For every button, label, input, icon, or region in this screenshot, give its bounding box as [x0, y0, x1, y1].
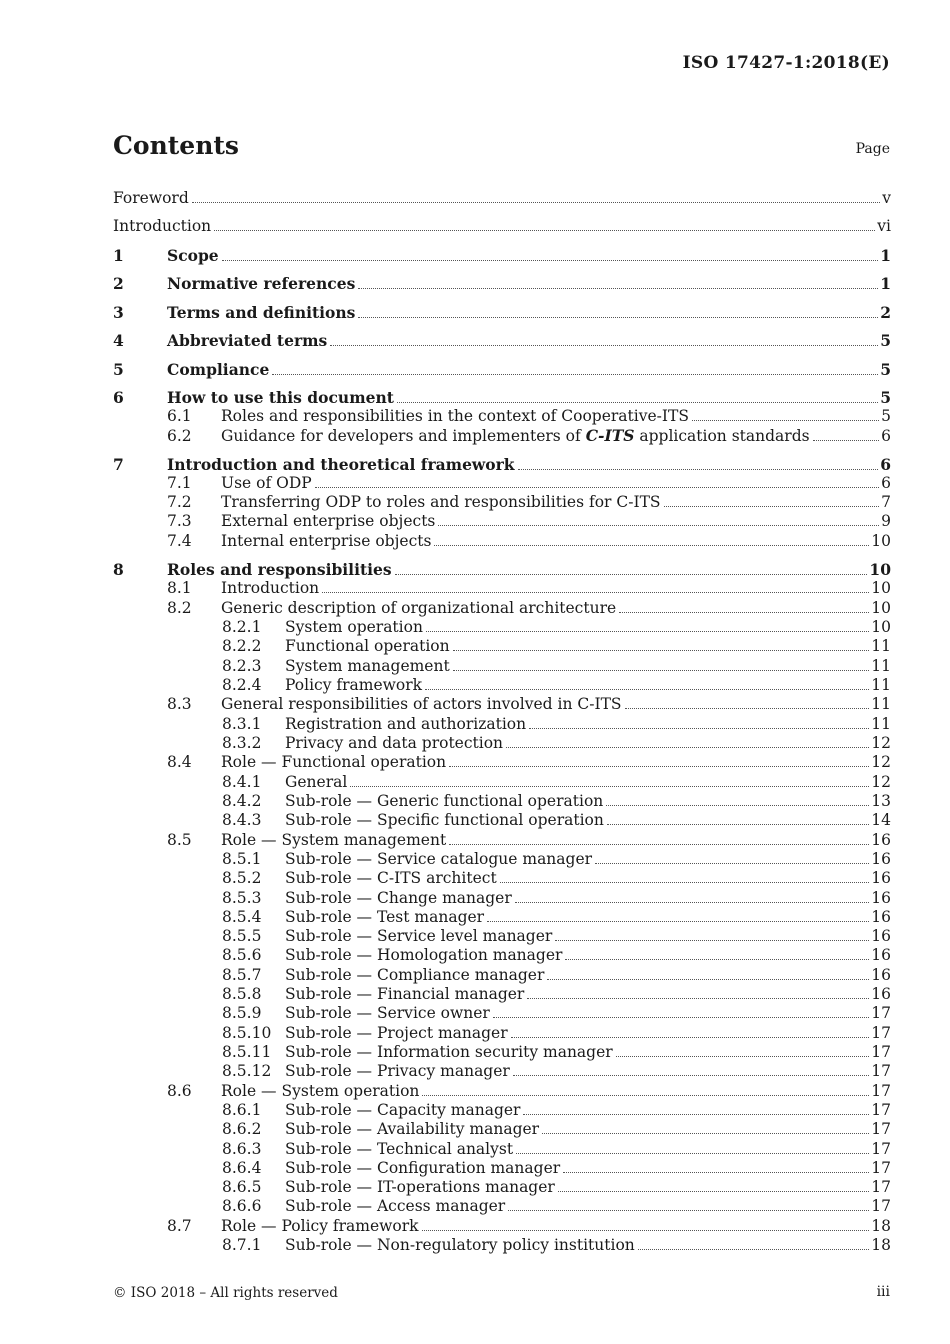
toc-entry-title: Normative references [167, 274, 356, 293]
toc-dot-leader [315, 487, 879, 488]
toc-entry-number: 8.2.2 [222, 637, 262, 655]
toc-dot-leader [487, 921, 869, 922]
toc-entry[interactable] [113, 599, 891, 617]
toc-entry-title [221, 426, 812, 445]
toc-entry-page: 7 [881, 493, 891, 511]
toc-dot-leader [434, 545, 869, 546]
toc-entry[interactable] [113, 1140, 891, 1158]
toc-entry-title: Sub-role — Test manager [285, 908, 485, 926]
toc-entry-title: Foreword [113, 189, 189, 207]
toc-entry[interactable] [113, 474, 891, 492]
toc-entry[interactable] [113, 303, 891, 322]
toc-entry-number: 8.6.2 [222, 1120, 262, 1138]
toc-entry[interactable] [113, 1101, 891, 1119]
toc-entry-number: 8 [113, 560, 124, 579]
toc-entry-title: Generic description of organizational architecture [221, 599, 617, 617]
toc-dot-leader [515, 902, 870, 903]
toc-entry-page: 17 [871, 1004, 891, 1022]
toc-entry-title: Policy framework [285, 676, 423, 694]
toc-entry[interactable] [113, 753, 891, 771]
toc-dot-leader [692, 420, 879, 421]
toc-entry-number: 8.3.2 [222, 734, 262, 752]
toc-entry[interactable] [113, 715, 891, 733]
toc-entry-page: 16 [871, 966, 891, 984]
toc-entry[interactable] [113, 1159, 891, 1177]
toc-entry-title: Sub-role — Service catalogue manager [285, 850, 593, 868]
toc-entry-page: 5 [880, 360, 891, 379]
toc-entry-title: Sub-role — Configuration manager [285, 1159, 561, 1177]
contents-title: Contents [113, 131, 240, 160]
toc-entry[interactable] [113, 1004, 891, 1022]
toc-entry-title: Sub-role — Financial manager [285, 985, 525, 1003]
toc-entry[interactable] [113, 512, 891, 530]
toc-entry-page: 14 [871, 811, 891, 829]
toc-entry[interactable] [113, 426, 891, 445]
toc-entry-number: 8.5.7 [222, 966, 262, 984]
toc-dot-leader [422, 1095, 869, 1096]
toc-entry[interactable] [113, 792, 891, 810]
toc-entry-title: Sub-role — Project manager [285, 1024, 508, 1042]
toc-entry-page: 5 [880, 331, 891, 350]
toc-entry-page: 10 [871, 618, 891, 636]
toc-entry-number: 8.5.9 [222, 1004, 262, 1022]
toc-entry-page: 16 [871, 908, 891, 926]
toc-entry[interactable] [113, 331, 891, 350]
toc-entry[interactable] [113, 831, 891, 849]
toc-entry-number: 8.5.1 [222, 850, 262, 868]
toc-entry-title: Role — Policy framework [221, 1217, 419, 1235]
toc-dot-leader [565, 959, 869, 960]
toc-entry-number: 8.5.12 [222, 1062, 272, 1080]
toc-entry-page: 12 [871, 773, 891, 791]
toc-dot-leader [638, 1249, 870, 1250]
toc-entry[interactable] [113, 1082, 891, 1100]
toc-entry[interactable] [113, 908, 891, 926]
toc-entry-page: 11 [871, 657, 891, 675]
toc-dot-leader [322, 592, 869, 593]
toc-entry-title: Privacy and data protection [285, 734, 504, 752]
toc-entry-page: vi [877, 217, 891, 235]
toc-entry[interactable] [113, 618, 891, 636]
toc-entry-title: Sub-role — IT-operations manager [285, 1178, 555, 1196]
toc-dot-leader [527, 998, 869, 999]
toc-entry-title: System management [285, 657, 450, 675]
toc-entry-number: 8.1 [167, 579, 192, 597]
toc-entry[interactable] [113, 927, 891, 945]
toc-dot-leader [397, 402, 878, 403]
toc-entry-title: Sub-role — Information security manager [285, 1043, 613, 1061]
toc-entry-number: 3 [113, 303, 124, 322]
toc-dot-leader [350, 786, 869, 787]
toc-dot-leader [664, 506, 880, 507]
toc-entry-title: Sub-role — Non-regulatory policy institution [285, 1236, 635, 1254]
toc-dot-leader [395, 574, 868, 575]
toc-entry-title: Abbreviated terms [167, 331, 328, 350]
toc-entry[interactable] [113, 966, 891, 984]
toc-entry-page: 16 [871, 889, 891, 907]
toc-entry-page: 10 [871, 579, 891, 597]
toc-entry[interactable] [113, 676, 891, 694]
toc-entry[interactable] [113, 1120, 891, 1138]
toc-entry-title-part: application standards [634, 427, 810, 445]
toc-entry-title: Roles and responsibilities in the context of Cooperative-ITS [221, 407, 689, 425]
toc-entry-number: 8.5.2 [222, 869, 262, 887]
toc-entry-page: 16 [871, 869, 891, 887]
toc-entry-page: 18 [871, 1236, 891, 1254]
toc-entry-title: Sub-role — Generic functional operation [285, 792, 604, 810]
toc-entry-title: Functional operation [285, 637, 450, 655]
toc-entry-page: 16 [871, 985, 891, 1003]
toc-entry-number: 8.5.3 [222, 889, 262, 907]
toc-entry[interactable] [113, 811, 891, 829]
toc-entry-number: 5 [113, 360, 124, 379]
toc-entry-page: 1 [880, 274, 891, 293]
toc-entry-title: Sub-role — Service owner [285, 1004, 490, 1022]
toc-entry-number: 8.5.8 [222, 985, 262, 1003]
toc-dot-leader [449, 766, 869, 767]
toc-dot-leader [513, 1075, 869, 1076]
toc-entry-number: 8.6.6 [222, 1197, 262, 1215]
toc-entry-page: 16 [871, 850, 891, 868]
document-id-header: ISO 17427-1:2018(E) [682, 53, 890, 73]
toc-entry-number: 8.6 [167, 1082, 192, 1100]
toc-entry-number: 8.3.1 [222, 715, 262, 733]
toc-entry-title: Sub-role — Homologation manager [285, 946, 563, 964]
toc-dot-leader [438, 525, 879, 526]
toc-entry[interactable] [113, 657, 891, 675]
footer-copyright: © ISO 2018 – All rights reserved [113, 1285, 338, 1301]
toc-dot-leader [813, 440, 880, 441]
toc-entry-title: General responsibilities of actors involved in C-ITS [221, 695, 622, 713]
toc-dot-leader [506, 747, 869, 748]
toc-entry-title: Sub-role — Capacity manager [285, 1101, 521, 1119]
toc-entry-number: 8.5.11 [222, 1043, 272, 1061]
toc-entry-number: 8.4.3 [222, 811, 262, 829]
toc-entry-page: 17 [871, 1043, 891, 1061]
toc-entry-title: Scope [167, 246, 219, 265]
toc-entry-number: 7.3 [167, 512, 192, 530]
toc-entry[interactable] [113, 493, 891, 511]
toc-entry[interactable] [113, 246, 891, 265]
toc-entry[interactable] [113, 1062, 891, 1080]
toc-entry-title: Registration and authorization [285, 715, 527, 733]
toc-entry-page: 11 [871, 695, 891, 713]
toc-entry-page: 9 [881, 512, 891, 530]
toc-entry-number: 8.6.3 [222, 1140, 262, 1158]
toc-entry-number: 7.1 [167, 474, 192, 492]
toc-entry-page: 17 [871, 1082, 891, 1100]
toc-entry-page: 17 [871, 1197, 891, 1215]
toc-dot-leader [558, 1191, 869, 1192]
toc-entry-page: 16 [871, 927, 891, 945]
toc-entry-page: 10 [871, 532, 891, 550]
toc-entry[interactable] [113, 455, 891, 474]
toc-entry-title: Transferring ODP to roles and responsibilities for C-ITS [221, 493, 661, 511]
toc-entry-number: 8.5.5 [222, 927, 262, 945]
footer-page-number: iii [876, 1284, 890, 1300]
toc-dot-leader [516, 1153, 869, 1154]
toc-entry-page: 13 [871, 792, 891, 810]
toc-entry-title-emphasis: C-ITS [585, 426, 635, 445]
toc-entry-number: 6.2 [167, 427, 192, 445]
toc-entry-title: Sub-role — Technical analyst [285, 1140, 514, 1158]
toc-entry-number: 8.5.6 [222, 946, 262, 964]
toc-entry-number: 8.2.4 [222, 676, 262, 694]
toc-entry-number: 7.4 [167, 532, 192, 550]
toc-entry-number: 6 [113, 388, 124, 407]
toc-entry[interactable] [113, 560, 891, 579]
toc-entry[interactable] [113, 850, 891, 868]
toc-entry-page: 17 [871, 1024, 891, 1042]
page-column-label: Page [855, 141, 890, 157]
toc-entry-number: 8.5.10 [222, 1024, 272, 1042]
toc-entry-page: 11 [871, 637, 891, 655]
toc-entry[interactable] [113, 946, 891, 964]
toc-entry-page: 12 [871, 753, 891, 771]
toc-dot-leader [511, 1037, 870, 1038]
toc-dot-leader [453, 670, 870, 671]
toc-entry-page: 17 [871, 1140, 891, 1158]
toc-entry[interactable] [113, 1024, 891, 1042]
toc-entry-number: 1 [113, 246, 124, 265]
toc-entry-title: System operation [285, 618, 423, 636]
toc-entry[interactable] [113, 407, 891, 425]
toc-entry-title: Roles and responsibilities [167, 560, 392, 579]
toc-dot-leader [607, 824, 869, 825]
toc-dot-leader [453, 650, 870, 651]
toc-entry-page: 6 [881, 474, 891, 492]
toc-entry-page: 17 [871, 1062, 891, 1080]
toc-dot-leader [358, 288, 878, 289]
toc-entry[interactable] [113, 1178, 891, 1196]
toc-entry-number: 8.2 [167, 599, 192, 617]
toc-entry-title: Role — Functional operation [221, 753, 447, 771]
toc-dot-leader [518, 469, 879, 470]
toc-entry-number: 8.2.3 [222, 657, 262, 675]
toc-entry-number: 6.1 [167, 407, 192, 425]
toc-dot-leader [214, 230, 875, 231]
toc-dot-leader [272, 374, 878, 375]
toc-entry-number: 4 [113, 331, 124, 350]
toc-entry-title: External enterprise objects [221, 512, 436, 530]
toc-entry-title: Introduction and theoretical framework [167, 455, 515, 474]
toc-entry[interactable] [113, 1197, 891, 1215]
toc-entry-number: 8.7.1 [222, 1236, 262, 1254]
toc-entry[interactable] [113, 579, 891, 597]
toc-entry-page: 16 [871, 946, 891, 964]
toc-dot-leader [616, 1056, 870, 1057]
toc-dot-leader [222, 260, 879, 261]
toc-dot-leader [542, 1133, 869, 1134]
toc-entry-page: 5 [881, 407, 891, 425]
toc-entry[interactable] [113, 1043, 891, 1061]
toc-entry-page: 1 [880, 246, 891, 265]
toc-entry-title: Compliance [167, 360, 270, 379]
toc-entry[interactable] [113, 274, 891, 293]
toc-entry-title: Sub-role — Availability manager [285, 1120, 540, 1138]
toc-dot-leader [449, 844, 869, 845]
toc-entry-title: Sub-role — Service level manager [285, 927, 553, 945]
toc-entry[interactable] [113, 773, 891, 791]
toc-entry-number: 8.4 [167, 753, 192, 771]
toc-entry-number: 7 [113, 455, 124, 474]
toc-entry-page: 16 [871, 831, 891, 849]
toc-entry-number: 8.4.1 [222, 773, 262, 791]
toc-entry[interactable] [113, 637, 891, 655]
toc-entry-number: 2 [113, 274, 124, 293]
toc-entry-page: 17 [871, 1101, 891, 1119]
toc-entry-title-part: Guidance for developers and implementers of [221, 427, 586, 445]
toc-entry-title: Internal enterprise objects [221, 532, 432, 550]
toc-entry-page: 6 [881, 427, 891, 445]
toc-entry-page: v [882, 189, 891, 207]
toc-dot-leader [500, 882, 870, 883]
toc-entry-title: Sub-role — Change manager [285, 889, 512, 907]
toc-entry-page: 12 [871, 734, 891, 752]
toc-dot-leader [625, 708, 870, 709]
toc-entry-title: Introduction [221, 579, 320, 597]
toc-dot-leader [595, 863, 869, 864]
toc-dot-leader [493, 1017, 869, 1018]
toc-entry-page: 18 [871, 1217, 891, 1235]
toc-entry-number: 8.4.2 [222, 792, 262, 810]
toc-dot-leader [547, 979, 869, 980]
toc-entry-page: 2 [880, 303, 891, 322]
toc-entry-number: 8.3 [167, 695, 192, 713]
toc-entry[interactable] [113, 889, 891, 907]
toc-entry-number: 8.6.1 [222, 1101, 262, 1119]
toc-dot-leader [619, 612, 869, 613]
toc-entry-page: 10 [869, 560, 891, 579]
toc-entry-title: Role — System operation [221, 1082, 420, 1100]
toc-entry-number: 8.7 [167, 1217, 192, 1235]
toc-entry-title: Sub-role — Compliance manager [285, 966, 545, 984]
toc-entry-title: Terms and definitions [167, 303, 356, 322]
toc-entry[interactable] [113, 217, 891, 235]
toc-entry-page: 5 [880, 388, 891, 407]
toc-entry-page: 17 [871, 1120, 891, 1138]
toc-dot-leader [422, 1230, 870, 1231]
toc-entry-page: 11 [871, 676, 891, 694]
toc-dot-leader [606, 805, 869, 806]
toc-entry-number: 8.6.5 [222, 1178, 262, 1196]
toc-entry[interactable] [113, 734, 891, 752]
toc-dot-leader [330, 345, 878, 346]
toc-entry-page: 10 [871, 599, 891, 617]
toc-entry-title: Use of ODP [221, 474, 312, 492]
toc-entry-title: General [285, 773, 348, 791]
toc-entry[interactable] [113, 1217, 891, 1235]
toc-entry[interactable] [113, 532, 891, 550]
toc-entry[interactable] [113, 360, 891, 379]
toc-entry-page: 6 [880, 455, 891, 474]
toc-entry-title: Role — System management [221, 831, 447, 849]
toc-entry-number: 7.2 [167, 493, 192, 511]
toc-entry[interactable] [113, 695, 891, 713]
toc-entry[interactable] [113, 869, 891, 887]
toc-entry-number: 8.6.4 [222, 1159, 262, 1177]
toc-entry-title: Sub-role — Specific functional operation [285, 811, 604, 829]
toc-entry-title: Sub-role — Access manager [285, 1197, 506, 1215]
toc-entry[interactable] [113, 1236, 891, 1254]
toc-dot-leader [529, 728, 869, 729]
toc-entry-page: 17 [871, 1159, 891, 1177]
toc-dot-leader [555, 940, 869, 941]
toc-entry[interactable] [113, 388, 891, 407]
toc-entry-number: 8.2.1 [222, 618, 262, 636]
toc-entry-title: How to use this document [167, 388, 394, 407]
toc-entry-number: 8.5.4 [222, 908, 262, 926]
toc-dot-leader [425, 689, 869, 690]
toc-entry-title: Introduction [113, 217, 212, 235]
toc-dot-leader [523, 1114, 869, 1115]
toc-dot-leader [426, 631, 869, 632]
toc-entry[interactable] [113, 189, 891, 207]
toc-entry-page: 17 [871, 1178, 891, 1196]
toc-dot-leader [508, 1210, 869, 1211]
toc-dot-leader [192, 202, 880, 203]
toc-dot-leader [563, 1172, 869, 1173]
toc-dot-leader [358, 317, 878, 318]
toc-entry[interactable] [113, 985, 891, 1003]
toc-entry-number: 8.5 [167, 831, 192, 849]
toc-entry-title: Sub-role — C-ITS architect [285, 869, 497, 887]
toc-entry-title: Sub-role — Privacy manager [285, 1062, 510, 1080]
toc-entry-page: 11 [871, 715, 891, 733]
